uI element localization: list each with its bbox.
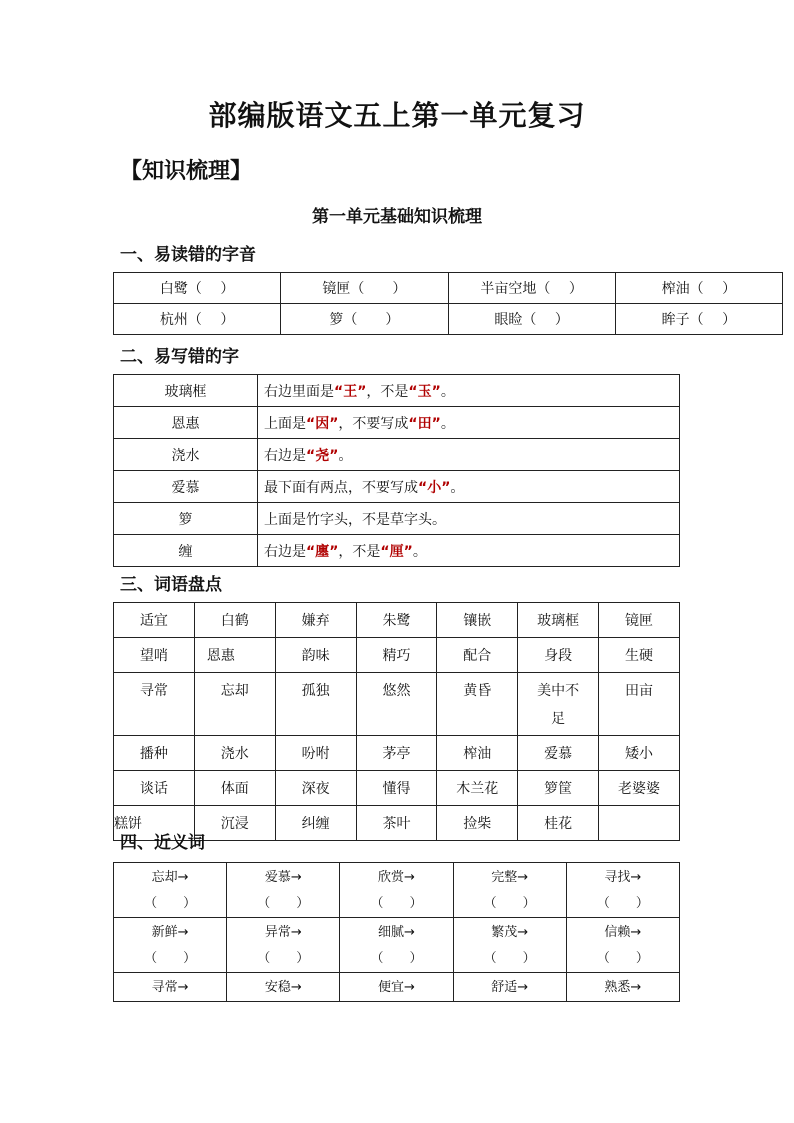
highlight-char: “小” <box>418 479 451 496</box>
vocab-cell: 沉浸 <box>194 806 275 841</box>
synonym-word: 完整→ <box>491 870 529 885</box>
table-row <box>114 603 680 638</box>
synonym-cell <box>453 973 566 1002</box>
highlight-char: “玉” <box>408 383 441 400</box>
synonym-word: 异常→ <box>264 925 302 940</box>
vocab-cell: 黄昏 <box>437 673 518 736</box>
rule-cell <box>258 503 680 535</box>
rule-text: ，不是 <box>366 383 409 400</box>
pronunciation-cell: 眼睑（ ） <box>448 304 615 335</box>
synonym-cell <box>340 863 453 918</box>
vocab-cell: 吩咐 <box>275 736 356 771</box>
rule-text: 上面是 <box>264 415 306 432</box>
synonym-word: 舒适→ <box>491 980 529 995</box>
synonym-cell <box>566 973 679 1002</box>
vocab-cell: 镶嵌 <box>437 603 518 638</box>
table-row <box>114 304 783 335</box>
vocab-cell: 浇水 <box>194 736 275 771</box>
vocab-cell: 谈话 <box>114 771 195 806</box>
table-row <box>114 973 680 1002</box>
vocab-cell: 糕饼 <box>114 806 195 841</box>
vocab-cell: 捡柴 <box>437 806 518 841</box>
vocab-cell: 美中不足 <box>518 673 599 736</box>
rule-text: 。 <box>450 479 465 496</box>
rule-cell <box>258 535 680 567</box>
rule-text: 。 <box>412 543 427 560</box>
section-heading-pronunciation: 一、易读错的字音 <box>120 245 256 265</box>
synonym-word: 信赖→ <box>604 925 642 940</box>
vocab-cell: 体面 <box>194 771 275 806</box>
pronunciation-cell: 镜匣（ ） <box>281 273 448 304</box>
synonym-word: 新鲜→ <box>151 925 189 940</box>
table-row <box>114 471 680 503</box>
word-cell: 缠 <box>114 535 258 567</box>
vocab-cell: 播种 <box>114 736 195 771</box>
pronunciation-cell: 榨油（ ） <box>615 273 782 304</box>
rule-text: 。 <box>338 447 353 464</box>
table-row <box>114 736 680 771</box>
writing-table <box>113 374 680 567</box>
table-row <box>114 638 680 673</box>
rule-cell <box>258 439 680 471</box>
vocab-cell: 身段 <box>518 638 599 673</box>
vocab-cell: 老婆婆 <box>599 771 680 806</box>
table-row <box>114 771 680 806</box>
vocab-cell: 寻常 <box>114 673 195 736</box>
synonym-cell <box>114 918 227 973</box>
highlight-char: “廛” <box>306 543 339 560</box>
vocab-cell: 爱慕 <box>518 736 599 771</box>
synonym-word: 欣赏→ <box>378 870 415 885</box>
answer-blank: （ ） <box>596 951 649 966</box>
answer-blank: （ ） <box>596 896 649 911</box>
answer-blank: （ ） <box>483 951 536 966</box>
answer-blank: （ ） <box>257 896 310 911</box>
section-heading-vocabulary: 三、词语盘点 <box>120 575 222 595</box>
pronunciation-cell: 半亩空地（ ） <box>448 273 615 304</box>
vocab-cell: 桂花 <box>518 806 599 841</box>
synonym-cell <box>340 973 453 1002</box>
synonym-word: 细腻→ <box>378 925 415 940</box>
table-row <box>114 673 680 736</box>
synonyms-table <box>113 862 680 1002</box>
vocab-cell: 箩筐 <box>518 771 599 806</box>
answer-blank: （ ） <box>483 896 536 911</box>
vocab-cell: 朱鹭 <box>356 603 437 638</box>
answer-blank: （ ） <box>144 896 197 911</box>
synonym-word: 忘却→ <box>151 870 189 885</box>
unit-subtitle: 第一单元基础知识梳理 <box>312 207 482 227</box>
synonym-cell <box>114 863 227 918</box>
vocab-cell: 茅亭 <box>356 736 437 771</box>
rule-cell <box>258 375 680 407</box>
vocabulary-table <box>113 602 680 841</box>
vocab-cell <box>599 806 680 841</box>
answer-blank: （ ） <box>370 951 423 966</box>
table-row <box>114 273 783 304</box>
highlight-char: “王” <box>334 383 367 400</box>
vocab-cell: 木兰花 <box>437 771 518 806</box>
synonym-word: 安稳→ <box>264 980 302 995</box>
synonym-word: 便宜→ <box>378 980 415 995</box>
vocab-cell: 精巧 <box>356 638 437 673</box>
rule-text: 右边是 <box>264 543 306 560</box>
knowledge-label: 【知识梳理】 <box>120 159 253 184</box>
synonym-cell <box>566 918 679 973</box>
vocab-cell: 韵味 <box>275 638 356 673</box>
table-row <box>114 375 680 407</box>
vocab-cell: 榨油 <box>437 736 518 771</box>
vocab-cell: 孤独 <box>275 673 356 736</box>
vocab-cell: 望哨 <box>114 638 195 673</box>
synonym-cell <box>114 973 227 1002</box>
word-cell: 爱慕 <box>114 471 258 503</box>
rule-cell <box>258 471 680 503</box>
vocab-cell: 嫌弃 <box>275 603 356 638</box>
table-row <box>114 918 680 973</box>
synonym-cell <box>227 918 340 973</box>
vocab-cell: 适宜 <box>114 603 195 638</box>
vocab-cell: 田亩 <box>599 673 680 736</box>
vocab-cell: 镜匣 <box>599 603 680 638</box>
vocab-cell: 茶叶 <box>356 806 437 841</box>
word-cell: 浇水 <box>114 439 258 471</box>
word-cell: 玻璃框 <box>114 375 258 407</box>
vocab-cell: 恩惠 <box>194 638 275 673</box>
highlight-char: “厘” <box>380 543 413 560</box>
synonym-word: 寻常→ <box>151 980 189 995</box>
highlight-char: “田” <box>408 415 441 432</box>
synonym-cell <box>227 973 340 1002</box>
rule-text: ，不是 <box>338 543 381 560</box>
synonym-cell <box>566 863 679 918</box>
rule-text: 右边是 <box>264 447 306 464</box>
synonym-cell <box>453 863 566 918</box>
pronunciation-cell: 白鹭（ ） <box>114 273 281 304</box>
vocab-cell: 玻璃框 <box>518 603 599 638</box>
answer-blank: （ ） <box>144 951 197 966</box>
vocab-cell: 悠然 <box>356 673 437 736</box>
vocab-cell: 懂得 <box>356 771 437 806</box>
vocab-cell: 忘却 <box>194 673 275 736</box>
section-heading-writing: 二、易写错的字 <box>120 347 239 367</box>
table-row <box>114 439 680 471</box>
table-row <box>114 407 680 439</box>
synonym-word: 寻找→ <box>604 870 642 885</box>
rule-text: 。 <box>440 415 455 432</box>
answer-blank: （ ） <box>257 951 310 966</box>
rule-text: 上面是竹字头，不是草字头。 <box>264 511 446 528</box>
table-row <box>114 863 680 918</box>
word-cell: 箩 <box>114 503 258 535</box>
synonym-word: 繁茂→ <box>491 925 529 940</box>
rule-cell <box>258 407 680 439</box>
rule-text: 最下面有两点，不要写成 <box>264 479 418 496</box>
table-row <box>114 503 680 535</box>
highlight-char: “因” <box>306 415 339 432</box>
vocab-cell: 配合 <box>437 638 518 673</box>
page-title: 部编版语文五上第一单元复习 <box>208 99 586 132</box>
synonym-cell <box>340 918 453 973</box>
pronunciation-cell: 眸子（ ） <box>615 304 782 335</box>
vocab-cell: 纠缠 <box>275 806 356 841</box>
synonym-word: 爱慕→ <box>264 870 302 885</box>
answer-blank: （ ） <box>370 896 423 911</box>
rule-text: 。 <box>440 383 455 400</box>
vocab-cell: 白鹤 <box>194 603 275 638</box>
pronunciation-cell: 箩（ ） <box>281 304 448 335</box>
pronunciation-cell: 杭州（ ） <box>114 304 281 335</box>
vocab-cell: 深夜 <box>275 771 356 806</box>
pronunciation-table <box>113 272 783 335</box>
vocab-cell: 矮小 <box>599 736 680 771</box>
synonym-cell <box>453 918 566 973</box>
table-row <box>114 535 680 567</box>
section-heading-synonyms: 四、近义词 <box>120 833 205 853</box>
vocab-cell: 生硬 <box>599 638 680 673</box>
rule-text: ，不要写成 <box>338 415 409 432</box>
synonym-word: 熟悉→ <box>604 980 642 995</box>
highlight-char: “尧” <box>306 447 339 464</box>
synonym-cell <box>227 863 340 918</box>
rule-text: 右边里面是 <box>264 383 334 400</box>
word-cell: 恩惠 <box>114 407 258 439</box>
